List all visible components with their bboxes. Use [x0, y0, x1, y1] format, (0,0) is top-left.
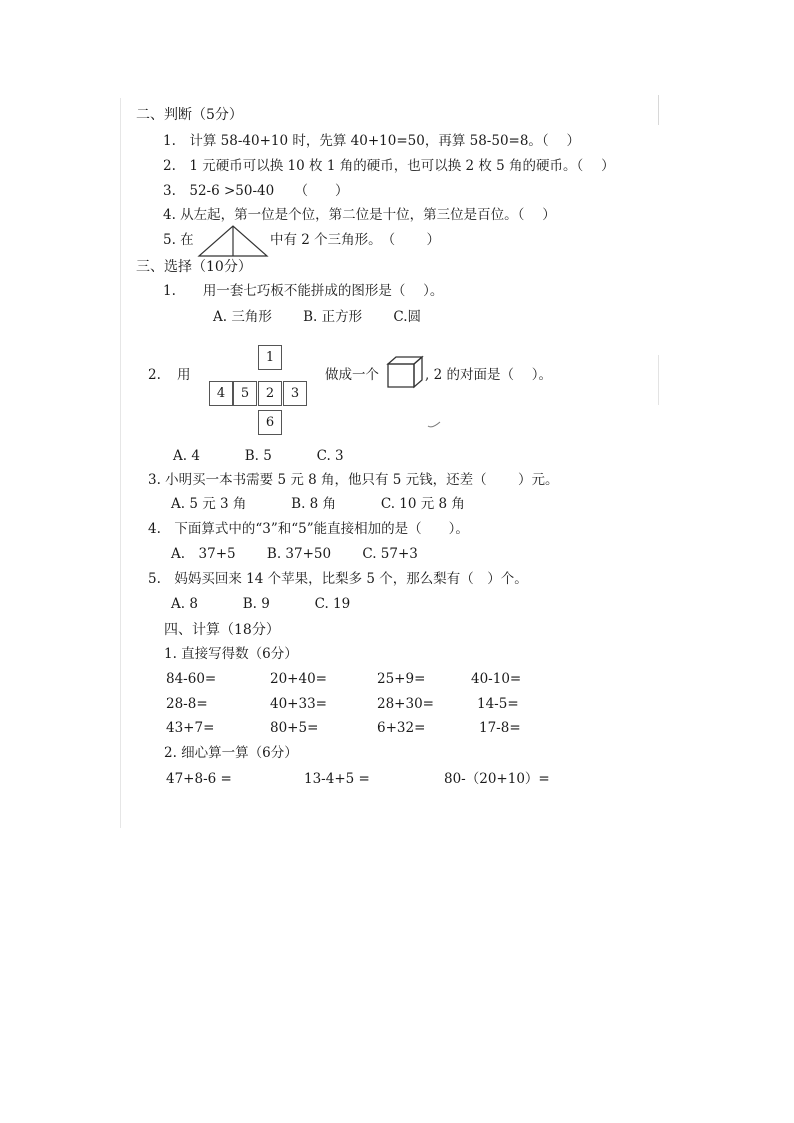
section-3-title: 三、选择（10分）: [136, 259, 252, 275]
section-2-title: 二、判断（5分）: [136, 107, 243, 123]
direct-calc-title: 1. 直接写得数（6分）: [164, 646, 298, 662]
judge-question-5-prefix: 5. 在: [163, 232, 194, 248]
cube-icon: [386, 354, 426, 390]
net-cell-1: 1: [258, 345, 282, 370]
choice-question-1-options: A. 三角形 B. 正方形 C.圆: [213, 309, 422, 325]
calc-cell: 43+7=: [166, 720, 215, 736]
net-cell-5: 5: [233, 381, 257, 406]
judge-question-2: 2. 1 元硬币可以换 10 枚 1 角的硬币，也可以换 2 枚 5 角的硬币。（ ）: [163, 158, 615, 174]
calc-cell: 25+9=: [377, 671, 426, 687]
calc-cell: 80+5=: [270, 720, 319, 736]
choice-question-2-options: A. 4 B. 5 C. 3: [173, 448, 344, 464]
net-cell-2: 2: [258, 381, 282, 406]
scan-edge-left: [120, 98, 121, 828]
calc-cell: 6+32=: [377, 720, 426, 736]
scan-edge-right: [658, 95, 659, 125]
triangle-figure: [197, 224, 269, 258]
net-cell-3: 3: [283, 381, 307, 406]
judge-question-3: 3. 52-6 >50-40 （ ）: [163, 183, 349, 199]
calc-cell: 40+33=: [270, 696, 327, 712]
calc-cell: 84-60=: [166, 671, 217, 687]
choice-question-5-options: A. 8 B. 9 C. 19: [171, 596, 351, 612]
judge-question-4: 4. 从左起，第一位是个位，第二位是十位，第三位是百位。（ ）: [163, 207, 556, 223]
choice-question-4-options: A. 37+5 B. 37+50 C. 57+3: [171, 546, 418, 562]
careful-calc-1: 47+8-6 =: [166, 771, 232, 787]
calc-cell: 28+30=: [377, 696, 434, 712]
net-cell-4: 4: [209, 381, 233, 406]
stray-mark: [427, 421, 441, 429]
calc-cell: 17-8=: [479, 720, 521, 736]
choice-question-4: 4. 下面算式中的“3”和“5”能直接相加的是（ ）。: [148, 521, 469, 537]
calc-cell: 28-8=: [166, 696, 208, 712]
judge-question-1: 1. 计算 58-40+10 时，先算 40+10=50，再算 58-50=8。（ ）: [163, 133, 580, 149]
scan-edge-right-lower: [658, 355, 659, 405]
judge-question-5-suffix: 中有 2 个三角形。 （ ）: [270, 232, 440, 248]
net-cell-6: 6: [258, 410, 282, 435]
choice-question-5: 5. 妈妈买回来 14 个苹果，比梨多 5 个，那么梨有（ ）个。: [148, 571, 528, 587]
choice-question-3-options: A. 5 元 3 角 B. 8 角 C. 10 元 8 角: [171, 496, 465, 512]
section-4-title: 四、计算（18分）: [164, 622, 280, 638]
calc-cell: 20+40=: [270, 671, 327, 687]
calc-cell: 14-5=: [477, 696, 519, 712]
choice-question-3: 3. 小明买一本书需要 5 元 8 角，他只有 5 元钱，还差（ ）元。: [148, 472, 559, 488]
choice-question-2-number: 2.: [148, 367, 161, 383]
calc-cell: 40-10=: [471, 671, 522, 687]
careful-calc-title: 2. 细心算一算（6分）: [164, 745, 298, 761]
choice-question-2-make: 做成一个: [325, 367, 379, 383]
careful-calc-3: 80-（20+10）=: [444, 771, 550, 787]
choice-question-2-use: 用: [177, 367, 191, 383]
choice-question-2-end: , 2 的对面是（ ）。: [425, 367, 553, 383]
choice-question-1: 1. 用一套七巧板不能拼成的图形是（ ）。: [163, 283, 444, 299]
careful-calc-2: 13-4+5 =: [304, 771, 370, 787]
